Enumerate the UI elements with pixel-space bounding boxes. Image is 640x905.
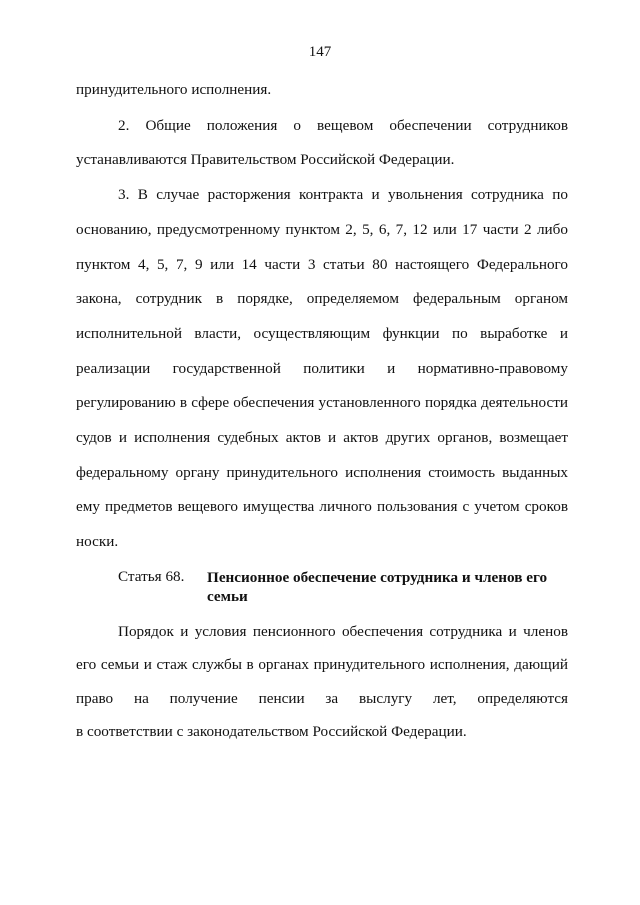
text-line: регулированию в сфере обеспечения установленного порядка деятельности <box>76 394 568 411</box>
text-line: 2. Общие положения о вещевом обеспечении сотрудников <box>118 117 568 134</box>
text-line: устанавливаются Правительством Российской Федерации. <box>76 151 455 168</box>
page-number: 147 <box>308 44 332 60</box>
text-line: пунктом 4, 5, 7, 9 или 14 части 3 статьи 80 настоящего Федерального <box>76 256 568 273</box>
text-line: носки. <box>76 533 119 550</box>
text-line: его семьи и стаж службы в органах принудительного исполнения, дающий <box>76 656 568 673</box>
text-line: 3. В случае расторжения контракта и увольнения сотрудника по <box>118 186 568 203</box>
text-line: закона, сотрудник в порядке, определяемом федеральным органом <box>76 290 568 307</box>
text-line: реализации государственной политики и нормативно-правовому <box>76 360 568 377</box>
text-line: в соответствии с законодательством Российской Федерации. <box>76 723 467 740</box>
text-line: право на получение пенсии за выслугу лет, определяются <box>76 690 568 707</box>
text-line: федеральному органу принудительного исполнения стоимость выданных <box>76 464 568 481</box>
text-line: принудительного исполнения. <box>76 81 272 98</box>
text-line: основанию, предусмотренному пунктом 2, 5, 6, 7, 12 или 17 части 2 либо <box>76 221 568 238</box>
text-line: ему предметов вещевого имущества личного пользования с учетом сроков <box>76 498 568 515</box>
text-line: исполнительной власти, осуществляющим функции по выработке и <box>76 325 568 342</box>
article-number: Статья 68. <box>118 568 185 585</box>
article-title: Пенсионное обеспечение сотрудника и членов его семьи <box>207 569 548 605</box>
text-line: Порядок и условия пенсионного обеспечения сотрудника и членов <box>118 623 568 640</box>
text-line: судов и исполнения судебных актов и актов других органов, возмещает <box>76 429 568 446</box>
